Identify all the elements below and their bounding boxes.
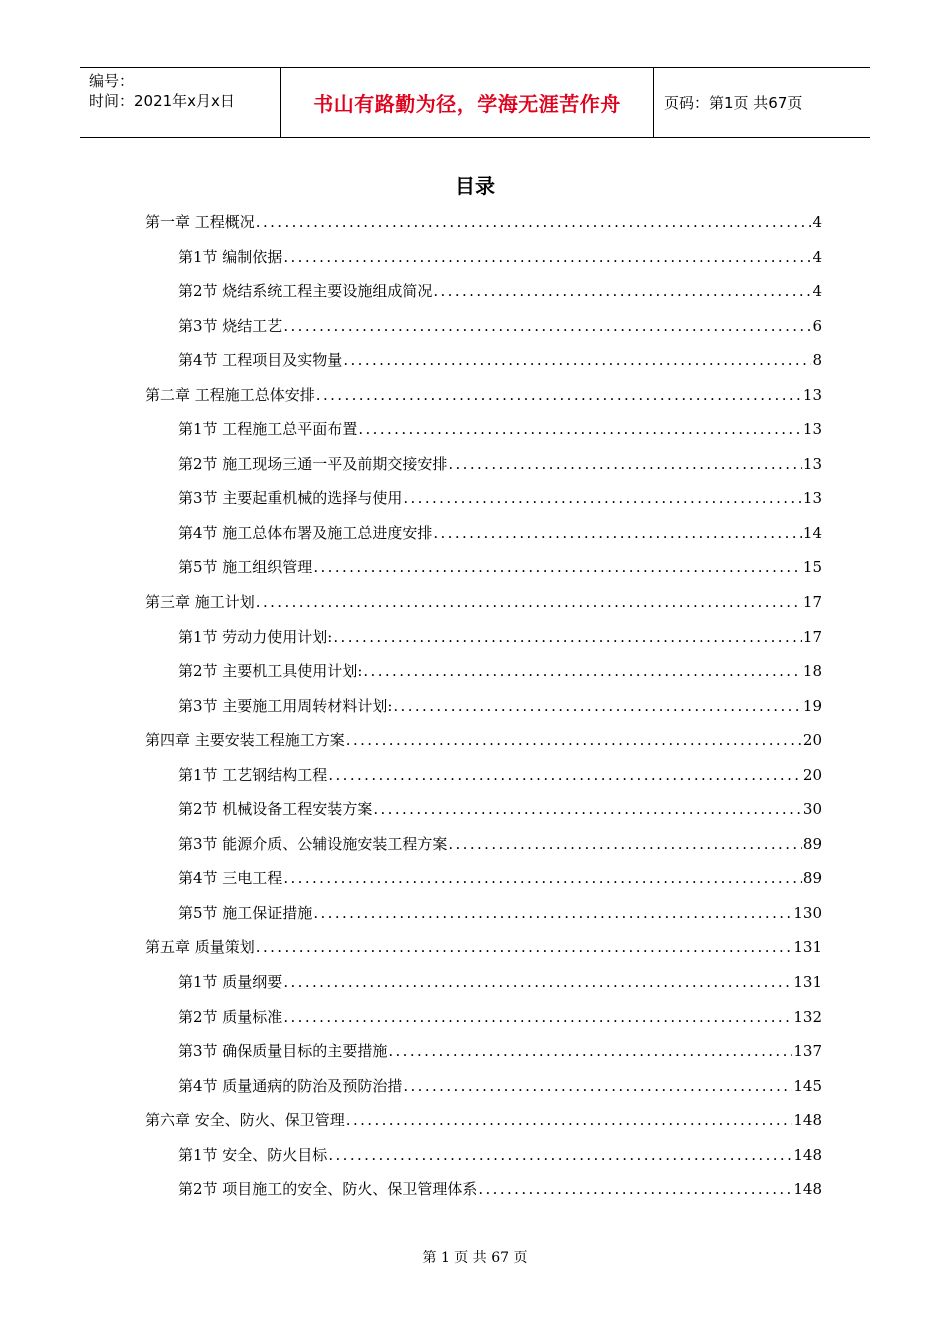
toc-leader-dots [393, 689, 802, 723]
toc-section-entry[interactable] [145, 481, 822, 516]
toc-section-entry[interactable] [145, 516, 822, 551]
toc-title: 目录 [455, 174, 495, 198]
toc-entry-page: 17 [802, 593, 822, 612]
toc-entry-label: 第五章 质量策划 [145, 938, 255, 957]
toc-entry-label: 第1节 质量纲要 [178, 973, 283, 992]
toc-leader-dots [283, 1000, 792, 1034]
toc-entry-page: 13 [802, 420, 822, 439]
toc-leader-dots [433, 516, 802, 550]
toc-section-entry[interactable] [145, 412, 822, 447]
toc-section-entry[interactable] [145, 1034, 822, 1069]
toc-entry-label: 第3节 烧结工艺 [178, 316, 283, 335]
toc-section-entry[interactable] [145, 343, 822, 378]
toc-entry-label: 第2节 烧结系统工程主要设施组成简况 [178, 282, 433, 301]
toc-entry-page: 18 [802, 662, 822, 681]
toc-leader-dots [328, 1138, 792, 1172]
header-page-info: 页码：第1页 共67页 [664, 94, 803, 112]
toc-leader-dots [448, 447, 802, 481]
toc-entry-page: 131 [793, 938, 822, 957]
toc-entry-page: 89 [802, 834, 822, 853]
toc-section-entry[interactable] [145, 1069, 822, 1104]
toc-leader-dots [373, 792, 802, 826]
toc-leader-dots [328, 758, 802, 792]
toc-entry-label: 第二章 工程施工总体安排 [145, 385, 315, 404]
toc-entry-label: 第4节 质量通病的防治及预防治措 [178, 1076, 403, 1095]
toc-entry-page: 132 [793, 1007, 822, 1026]
toc-entry-label: 第1节 安全、防火目标 [178, 1145, 328, 1164]
toc-entry-label: 第3节 确保质量目标的主要措施 [178, 1042, 388, 1061]
toc-chapter-entry[interactable] [145, 723, 822, 758]
toc-section-entry[interactable] [145, 689, 822, 724]
toc-entry-label: 第1节 编制依据 [178, 247, 283, 266]
toc-entry-label: 第1节 工艺钢结构工程 [178, 765, 328, 784]
toc-entry-page: 8 [812, 351, 822, 370]
toc-leader-dots [346, 1103, 793, 1137]
toc-entry-page: 20 [802, 765, 822, 784]
toc-entry-label: 第3节 主要施工用周转材料计划: [178, 696, 393, 715]
toc-leader-dots [283, 965, 792, 999]
toc-entry-page: 19 [802, 696, 822, 715]
toc-leader-dots [313, 550, 802, 584]
page-header [80, 67, 870, 138]
toc-entry-label: 第四章 主要安装工程施工方案 [145, 731, 345, 750]
toc-entry-label: 第5节 施工组织管理 [178, 558, 313, 577]
toc-section-entry[interactable] [145, 827, 822, 862]
toc-leader-dots [316, 378, 802, 412]
toc-leader-dots [403, 481, 802, 515]
toc-section-entry[interactable] [145, 550, 822, 585]
toc-entry-page: 148 [793, 1111, 822, 1130]
toc-leader-dots [358, 412, 802, 446]
toc-entry-page: 20 [802, 731, 822, 750]
toc-entry-page: 130 [793, 903, 822, 922]
toc-entry-page: 15 [802, 558, 822, 577]
toc-section-entry[interactable] [145, 620, 822, 655]
toc-section-entry[interactable] [145, 1172, 822, 1207]
toc-entry-label: 第4节 施工总体布署及施工总进度安排 [178, 523, 433, 542]
toc-chapter-entry[interactable] [145, 585, 822, 620]
toc-entry-page: 137 [793, 1042, 822, 1061]
toc-leader-dots [388, 1034, 792, 1068]
toc-section-entry[interactable] [145, 654, 822, 689]
toc-entry-page: 145 [793, 1076, 822, 1095]
toc-section-entry[interactable] [145, 240, 822, 275]
toc-leader-dots [256, 205, 812, 239]
toc-entry-label: 第六章 安全、防火、保卫管理 [145, 1111, 345, 1130]
header-meta [80, 68, 281, 137]
toc-entry-page: 131 [793, 973, 822, 992]
toc-entry-label: 第4节 三电工程 [178, 869, 283, 888]
toc-section-entry[interactable] [145, 896, 822, 931]
toc-leader-dots [256, 585, 802, 619]
toc-leader-dots [433, 274, 811, 308]
toc-section-entry[interactable] [145, 447, 822, 482]
toc-entry-page: 13 [802, 454, 822, 473]
document-number-label: 编号： [89, 72, 135, 90]
toc-entry-page: 14 [802, 523, 822, 542]
toc-section-entry[interactable] [145, 1000, 822, 1035]
toc-entry-page: 13 [802, 385, 822, 404]
toc-entry-page: 148 [793, 1180, 822, 1199]
toc-entry-label: 第三章 施工计划 [145, 593, 255, 612]
toc-entry-page: 6 [812, 316, 822, 335]
toc-section-entry[interactable] [145, 861, 822, 896]
toc-entry-label: 第4节 工程项目及实物量 [178, 351, 343, 370]
toc-section-entry[interactable] [145, 965, 822, 1000]
toc-chapter-entry[interactable] [145, 1103, 822, 1138]
toc-entry-label: 第一章 工程概况 [145, 213, 255, 231]
header-motto: 书山有路勤为径，学海无涯苦作舟 [281, 68, 654, 137]
toc-entry-page: 13 [802, 489, 822, 508]
toc-leader-dots [363, 654, 802, 688]
toc-section-entry[interactable] [145, 309, 822, 344]
toc-section-entry[interactable] [145, 792, 822, 827]
toc-entry-label: 第3节 能源介质、公辅设施安装工程方案 [178, 834, 448, 853]
toc-leader-dots [343, 343, 811, 377]
toc-entry-label: 第2节 质量标准 [178, 1007, 283, 1026]
toc-leader-dots [478, 1172, 792, 1206]
toc-leader-dots [283, 240, 811, 274]
toc-leader-dots [283, 861, 802, 895]
toc-entry-label: 第1节 劳动力使用计划: [178, 627, 333, 646]
toc-entry-label: 第2节 施工现场三通一平及前期交接安排 [178, 454, 448, 473]
toc-entry-page: 4 [812, 282, 822, 301]
toc-chapter-entry[interactable] [145, 930, 822, 965]
toc-leader-dots [313, 896, 792, 930]
toc-leader-dots [283, 309, 811, 343]
toc-entry-label: 第1节 工程施工总平面布置 [178, 420, 358, 439]
toc-entry-page: 30 [802, 800, 822, 819]
toc-entry-label: 第2节 项目施工的安全、防火、保卫管理体系 [178, 1180, 478, 1199]
toc-leader-dots [403, 1069, 792, 1103]
toc-leader-dots [346, 723, 802, 757]
toc-entry-page: 4 [812, 213, 822, 231]
document-date: 时间：2021年x月x日 [89, 92, 235, 110]
toc-leader-dots [256, 930, 793, 964]
toc-section-entry[interactable] [145, 274, 822, 309]
toc-leader-dots [448, 827, 802, 861]
toc-section-entry[interactable] [145, 1138, 822, 1173]
toc-chapter-entry[interactable] [145, 205, 822, 240]
toc-entry-page: 148 [793, 1145, 822, 1164]
toc-entry-page: 89 [802, 869, 822, 888]
toc-entry-label: 第3节 主要起重机械的选择与使用 [178, 489, 403, 508]
page-footer: 第 1 页 共 67 页 [422, 1250, 528, 1266]
toc-entry-label: 第2节 机械设备工程安装方案 [178, 800, 373, 819]
toc-leader-dots [333, 620, 802, 654]
toc-section-entry[interactable] [145, 758, 822, 793]
toc-chapter-entry[interactable] [145, 378, 822, 413]
table-of-contents [145, 205, 822, 1207]
toc-entry-page: 17 [802, 627, 822, 646]
toc-entry-page: 4 [812, 247, 822, 266]
toc-entry-label: 第5节 施工保证措施 [178, 903, 313, 922]
toc-entry-label: 第2节 主要机工具使用计划: [178, 662, 363, 681]
